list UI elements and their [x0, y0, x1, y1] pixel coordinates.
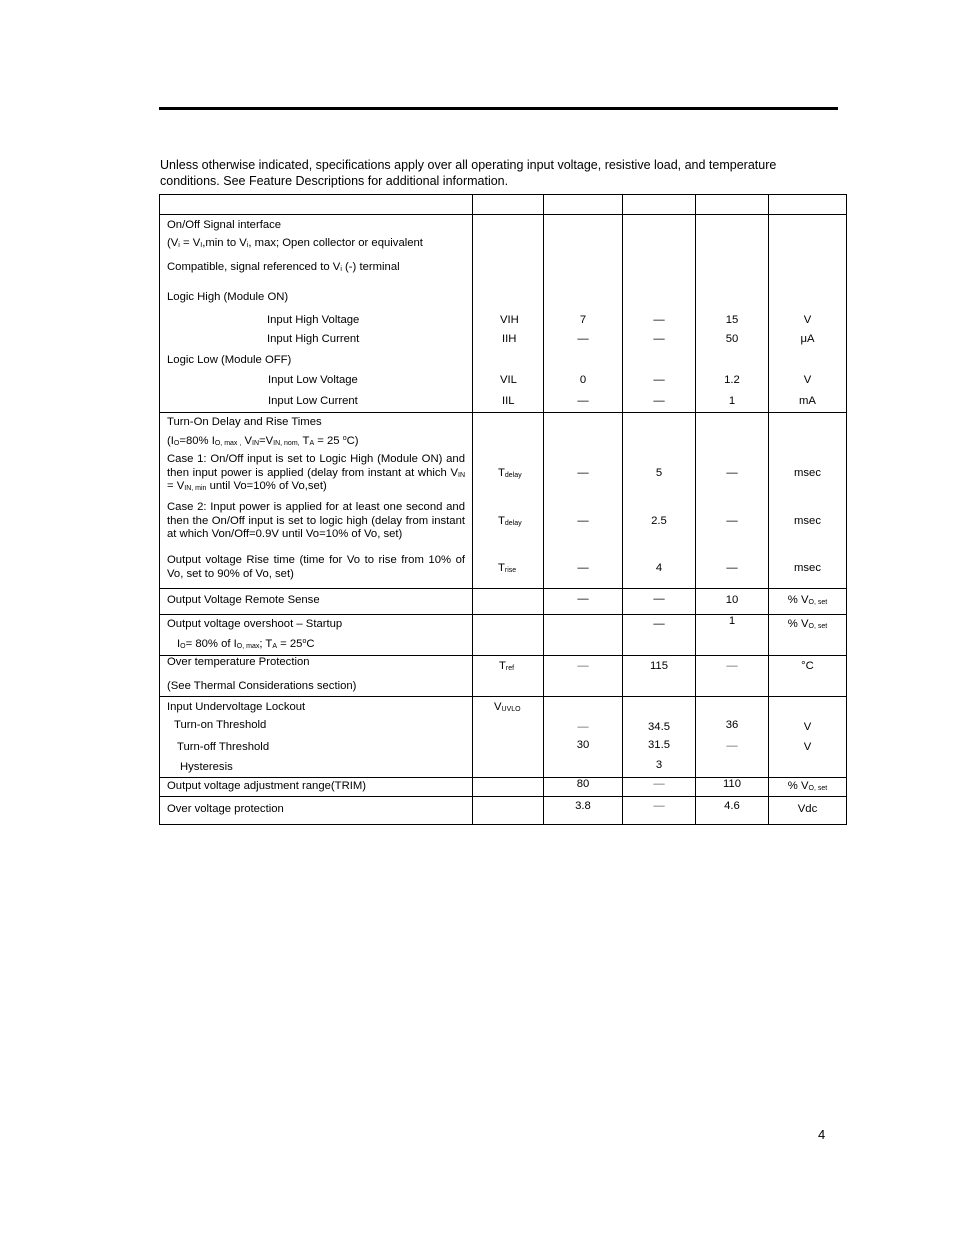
value-max: 50	[725, 333, 739, 345]
value-typ: —	[653, 800, 665, 812]
value-max: 15	[725, 314, 739, 326]
value-max: —	[726, 660, 738, 672]
value-unit: % $V_{O, set}$	[787, 780, 828, 792]
value-unit: msec	[794, 515, 821, 527]
uvlo-turn-on-label: Turn-on Threshold	[174, 719, 267, 731]
symbol-tref: $T_{ref}$	[499, 660, 515, 672]
ovp-param-cell	[160, 797, 473, 825]
table-row	[160, 413, 847, 589]
uvlo-typ-cell	[623, 697, 696, 778]
value-typ: 31.5	[648, 739, 670, 751]
table-row	[160, 589, 847, 615]
value-unit: V	[803, 374, 812, 386]
uvlo-turn-off-label: Turn-off Threshold	[177, 741, 270, 753]
input-low-current-label: Input Low Current	[268, 395, 358, 407]
header-cell-max	[696, 195, 769, 215]
trim-symbol-cell	[473, 778, 544, 797]
overtemp-unit-cell	[769, 656, 847, 697]
turnon-param-cell	[160, 413, 473, 589]
turnon-max-cell	[696, 413, 769, 589]
trim-param-cell	[160, 778, 473, 797]
value-unit: V	[803, 721, 812, 733]
header-cell-symbol	[473, 195, 544, 215]
symbol-iil: IIL	[502, 395, 515, 407]
uvlo-unit-cell	[769, 697, 847, 778]
value-min: —	[577, 593, 589, 605]
value-min: —	[577, 333, 589, 345]
value-typ: —	[653, 593, 665, 605]
value-min: 0	[579, 374, 587, 386]
value-max: 4.6	[724, 800, 740, 812]
remote-max-cell	[696, 589, 769, 615]
onoff-max-cell	[696, 215, 769, 413]
ovp-symbol-cell	[473, 797, 544, 825]
value-max: 110	[722, 778, 741, 790]
value-typ: 5	[655, 467, 663, 479]
header-cell-typ	[623, 195, 696, 215]
table-header-row	[160, 195, 847, 215]
uvlo-min-cell	[544, 697, 623, 778]
onoff-reference: Compatible, signal referenced to $V_i$ (-) terminal	[167, 261, 400, 273]
overtemp-typ-cell	[623, 656, 696, 697]
value-max: —	[726, 467, 738, 479]
value-max: —	[726, 515, 738, 527]
trim-min-cell	[544, 778, 623, 797]
uvlo-max-cell	[696, 697, 769, 778]
value-max: 1	[728, 395, 736, 407]
input-low-voltage-label: Input Low Voltage	[268, 374, 358, 386]
trim-label: Output voltage adjustment range(TRIM)	[167, 780, 367, 792]
turnon-min-cell	[544, 413, 623, 589]
header-cell-min	[544, 195, 623, 215]
value-unit: % $V_{O, set}$	[787, 594, 828, 606]
symbol-trise: $T_{rise}$	[498, 562, 517, 574]
table-row	[160, 615, 847, 656]
value-typ: 115	[649, 660, 668, 672]
ovp-min-cell	[544, 797, 623, 825]
value-min: —	[577, 562, 589, 574]
value-typ: —	[653, 333, 665, 345]
value-typ: 3	[655, 759, 663, 771]
onoff-symbol-cell	[473, 215, 544, 413]
symbol-iih: IIH	[502, 333, 517, 345]
overshoot-param-cell	[160, 615, 473, 656]
overshoot-condition: $I_O= 80\%$ of $I_{O, max}$; $T_A = 25^oC$	[177, 638, 315, 650]
value-min: —	[577, 721, 589, 733]
overtemp-max-cell	[696, 656, 769, 697]
value-unit: Vdc	[797, 803, 818, 815]
value-typ: 4	[655, 562, 663, 574]
onoff-condition: ($V_i = V_I,\min$ to $V_i$, max; Open collector or equivalent	[167, 237, 423, 249]
remote-min-cell	[544, 589, 623, 615]
value-unit: mA	[799, 395, 816, 407]
top-rule	[159, 107, 838, 110]
intro-paragraph	[160, 158, 840, 189]
turnon-condition: ($I_O=80\%$ $I_{O, max ,}$ $V_{IN}=V_{IN, nom,}$ $T_A = 25$ $^o$C)	[167, 435, 359, 447]
value-max: 1	[728, 615, 736, 627]
turnon-title: Turn-On Delay and Rise Times	[167, 416, 322, 428]
remote-unit-cell	[769, 589, 847, 615]
remote-param-cell	[160, 589, 473, 615]
overtemp-min-cell	[544, 656, 623, 697]
spec-table	[159, 194, 847, 825]
symbol-vuvlo: $V_{UVLO}$	[494, 701, 521, 713]
overshoot-label: Output voltage overshoot – Startup	[167, 618, 343, 630]
symbol-vil: VIL	[500, 374, 517, 386]
value-min: 80	[576, 778, 590, 790]
value-unit: msec	[794, 467, 821, 479]
trim-unit-cell	[769, 778, 847, 797]
header-cell-unit	[769, 195, 847, 215]
overshoot-min-cell	[544, 615, 623, 656]
table-row	[160, 697, 847, 778]
value-typ: —	[653, 395, 665, 407]
table-row	[160, 778, 847, 797]
turnon-typ-cell	[623, 413, 696, 589]
intro-line-2: conditions. See Feature Descriptions for additional information.	[160, 173, 509, 188]
value-min: —	[577, 395, 589, 407]
uvlo-param-cell	[160, 697, 473, 778]
value-typ: —	[653, 374, 665, 386]
table-row	[160, 797, 847, 825]
table-row	[160, 656, 847, 697]
value-max: —	[726, 562, 738, 574]
ovp-typ-cell	[623, 797, 696, 825]
onoff-unit-cell	[769, 215, 847, 413]
value-unit: V	[803, 314, 812, 326]
value-typ: —	[653, 314, 665, 326]
turnon-symbol-cell	[473, 413, 544, 589]
onoff-typ-cell	[623, 215, 696, 413]
intro-line-1: Unless otherwise indicated, specifications apply over all operating input voltage, resistive load, and temperature	[160, 158, 777, 172]
value-typ: —	[653, 618, 665, 630]
value-typ: 34.5	[648, 721, 670, 733]
value-min: —	[577, 660, 589, 672]
overshoot-typ-cell	[623, 615, 696, 656]
value-typ: —	[653, 778, 665, 790]
ovp-label: Over voltage protection	[167, 803, 284, 815]
overtemp-label: Over temperature Protection	[167, 656, 310, 668]
value-max: 36	[725, 719, 739, 731]
turnon-unit-cell	[769, 413, 847, 589]
overshoot-symbol-cell	[473, 615, 544, 656]
uvlo-hysteresis-label: Hysteresis	[180, 761, 233, 773]
value-unit: V	[803, 741, 812, 753]
symbol-tdelay: $T_{delay}$	[498, 515, 522, 527]
value-unit: % $V_{O, set}$	[787, 618, 828, 630]
uvlo-symbol-cell	[473, 697, 544, 778]
turnon-case1: Case 1: On/Off input is set to Logic High (Module ON) and then input power is applied (delay from instant at which $V_{IN} = V_{IN, min}$ until Vo=10% of Vo,set)	[167, 453, 465, 492]
uvlo-label: Input Undervoltage Lockout	[167, 701, 306, 713]
value-unit: msec	[794, 562, 821, 574]
value-max: —	[726, 740, 738, 752]
onoff-min-cell	[544, 215, 623, 413]
logic-high-label: Logic High (Module ON)	[167, 291, 289, 303]
turnon-case2: Case 2: Input power is applied for at least one second and then the On/Off input is set to logic high (delay from instant at which Von/Off=0.9V until Vo=10% of Vo, set)	[167, 501, 465, 540]
ovp-max-cell	[696, 797, 769, 825]
overtemp-param-cell	[160, 656, 473, 697]
overtemp-symbol-cell	[473, 656, 544, 697]
trim-typ-cell	[623, 778, 696, 797]
value-max: 1.2	[724, 374, 740, 386]
onoff-param-cell	[160, 215, 473, 413]
remote-sense-label: Output Voltage Remote Sense	[167, 594, 320, 606]
input-high-current-label: Input High Current	[267, 333, 360, 345]
value-typ: 2.5	[651, 515, 667, 527]
header-cell-parameter	[160, 195, 473, 215]
overtemp-note: (See Thermal Considerations section)	[167, 680, 357, 692]
value-min: —	[577, 467, 589, 479]
value-min: 30	[576, 739, 590, 751]
ovp-unit-cell	[769, 797, 847, 825]
value-max: 10	[725, 594, 739, 606]
remote-typ-cell	[623, 589, 696, 615]
overshoot-max-cell	[696, 615, 769, 656]
onoff-title: On/Off Signal interface	[167, 219, 282, 231]
logic-low-label: Logic Low (Module OFF)	[167, 354, 292, 366]
value-unit: °C	[801, 660, 814, 672]
overshoot-unit-cell	[769, 615, 847, 656]
value-min: 7	[579, 314, 587, 326]
input-high-voltage-label: Input High Voltage	[267, 314, 360, 326]
remote-symbol-cell	[473, 589, 544, 615]
symbol-vih: VIH	[500, 314, 519, 326]
symbol-tdelay: $T_{delay}$	[498, 467, 522, 479]
page-number: 4	[818, 1127, 826, 1142]
value-unit: μA	[800, 333, 815, 345]
trim-max-cell	[696, 778, 769, 797]
table-row	[160, 215, 847, 413]
turnon-rise-time: Output voltage Rise time (time for Vo to rise from 10% of Vo, set to 90% of Vo, set)	[167, 554, 465, 580]
value-min: —	[577, 515, 589, 527]
value-min: 3.8	[575, 800, 591, 812]
